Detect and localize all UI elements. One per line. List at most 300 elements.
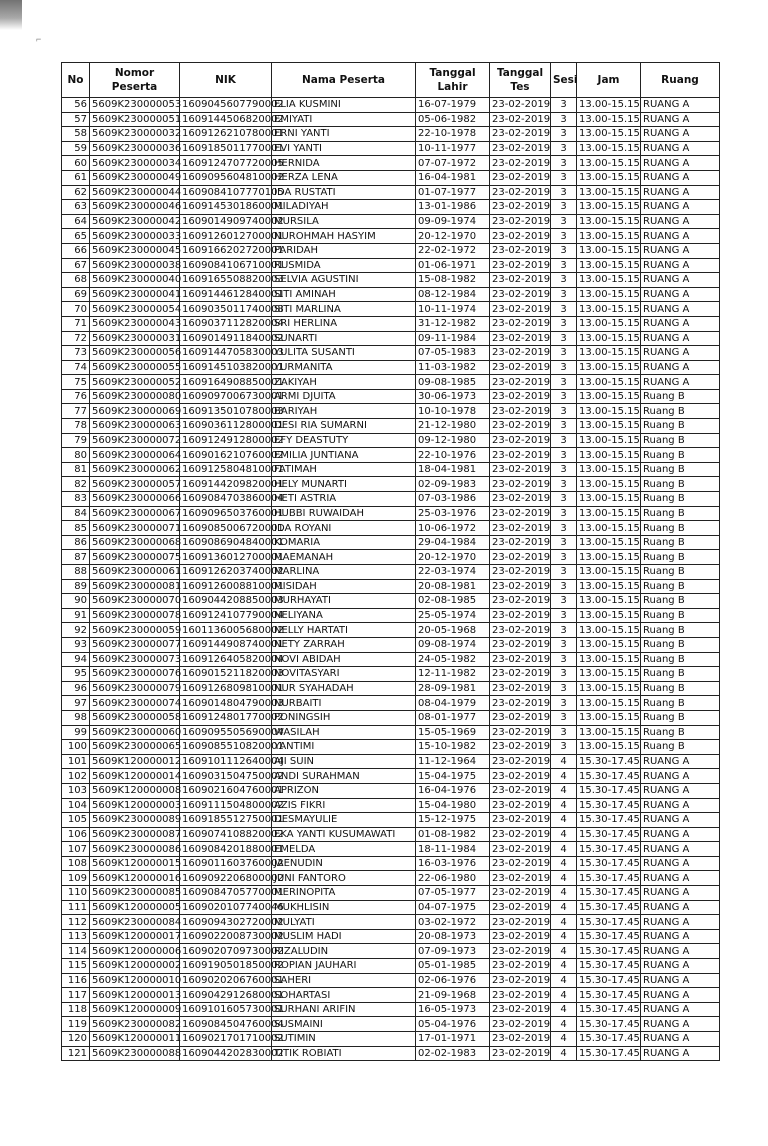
room-cell: RUANG A [641, 258, 720, 273]
table-row [62, 623, 720, 638]
room-cell: RUANG A [641, 929, 720, 944]
table-row [62, 316, 720, 331]
participant-number-cell: 5609K120000014 [90, 769, 180, 784]
participant-number-cell: 5609K230000068 [90, 535, 180, 550]
test-date-cell: 23-02-2019 [490, 346, 551, 361]
participant-number-cell: 5609K230000082 [90, 1017, 180, 1032]
participant-number-cell: 5609K230000061 [90, 565, 180, 580]
birth-date-cell: 22-10-1976 [416, 448, 490, 463]
row-number-cell: 116 [62, 973, 90, 988]
row-number-cell: 91 [62, 608, 90, 623]
test-date-cell: 23-02-2019 [490, 929, 551, 944]
table-row [62, 813, 720, 828]
row-number-cell: 84 [62, 506, 90, 521]
row-number-cell: 74 [62, 360, 90, 375]
row-number-cell: 64 [62, 214, 90, 229]
participant-number-cell: 5609K230000069 [90, 404, 180, 419]
test-date-cell: 23-02-2019 [490, 915, 551, 930]
nik-cell: 1609014911840002 [180, 331, 272, 346]
nik-cell: 1609021701710002 [180, 1032, 272, 1047]
session-cell: 3 [551, 608, 577, 623]
nik-cell: 1609144612840001 [180, 287, 272, 302]
participant-number-cell: 5609K120000009 [90, 1002, 180, 1017]
participant-number-cell: 5609K230000043 [90, 316, 180, 331]
test-date-cell: 23-02-2019 [490, 900, 551, 915]
row-number-cell: 103 [62, 783, 90, 798]
participant-number-cell: 5609K230000041 [90, 287, 180, 302]
time-cell: 13.00-15.15 [577, 243, 641, 258]
participant-number-cell: 5609K120000011 [90, 1032, 180, 1047]
nik-cell: 1609101112640004 [180, 754, 272, 769]
test-date-cell: 23-02-2019 [490, 127, 551, 142]
nik-cell: 1609124801770002 [180, 710, 272, 725]
col-header-ruang: Ruang [641, 63, 720, 98]
participant-name-cell: YURMANITA [272, 360, 416, 375]
nik-cell: 1609124707720005 [180, 156, 272, 171]
time-cell: 13.00-15.15 [577, 725, 641, 740]
nik-cell: 1609085006720001 [180, 521, 272, 536]
test-date-cell: 23-02-2019 [490, 506, 551, 521]
room-cell: RUANG A [641, 112, 720, 127]
table-row [62, 1046, 720, 1061]
row-number-cell: 119 [62, 1017, 90, 1032]
room-cell: RUANG A [641, 98, 720, 113]
birth-date-cell: 10-11-1977 [416, 141, 490, 156]
participant-name-cell: YANTIMI [272, 740, 416, 755]
nik-cell: 1609014804790003 [180, 696, 272, 711]
participant-number-cell: 5609K230000051 [90, 112, 180, 127]
participant-name-cell: JAENUDIN [272, 856, 416, 871]
session-cell: 4 [551, 783, 577, 798]
table-row [62, 1002, 720, 1017]
participant-number-cell: 5609K230000074 [90, 696, 180, 711]
test-date-cell: 23-02-2019 [490, 331, 551, 346]
table-row [62, 988, 720, 1003]
table-row [62, 287, 720, 302]
participant-name-cell: DESI RIA SUMARNI [272, 419, 416, 434]
room-cell: RUANG A [641, 842, 720, 857]
birth-date-cell: 10-06-1972 [416, 521, 490, 536]
nik-cell: 1609125804810001 [180, 462, 272, 477]
participant-number-cell: 5609K230000042 [90, 214, 180, 229]
birth-date-cell: 11-12-1964 [416, 754, 490, 769]
session-cell: 3 [551, 419, 577, 434]
time-cell: 13.00-15.15 [577, 696, 641, 711]
nik-cell: 1609145301860001 [180, 200, 272, 215]
participant-name-cell: ELIA KUSMINI [272, 98, 416, 113]
nik-cell: 1609016210760002 [180, 448, 272, 463]
table-row [62, 448, 720, 463]
participant-number-cell: 5609K230000052 [90, 375, 180, 390]
col-header-jam: Jam [577, 63, 641, 98]
birth-date-cell: 07-03-1986 [416, 492, 490, 507]
time-cell: 15.30-17.45 [577, 1002, 641, 1017]
table-row [62, 462, 720, 477]
participant-number-cell: 5609K230000046 [90, 200, 180, 215]
participant-name-cell: JUNI FANTORO [272, 871, 416, 886]
participant-name-cell: EMELDA [272, 842, 416, 857]
table-row [62, 170, 720, 185]
session-cell: 3 [551, 696, 577, 711]
time-cell: 13.00-15.15 [577, 287, 641, 302]
participant-number-cell: 5609K120000017 [90, 929, 180, 944]
time-cell: 13.00-15.15 [577, 740, 641, 755]
time-cell: 13.00-15.15 [577, 273, 641, 288]
room-cell: RUANG A [641, 1046, 720, 1061]
participant-name-cell: SUSMAINI [272, 1017, 416, 1032]
participant-name-cell: NOVI ABIDAH [272, 652, 416, 667]
row-number-cell: 94 [62, 652, 90, 667]
time-cell: 15.30-17.45 [577, 886, 641, 901]
test-date-cell: 23-02-2019 [490, 944, 551, 959]
participant-name-cell: NELLY HARTATI [272, 623, 416, 638]
participant-name-cell: HUBBI RUWAIDAH [272, 506, 416, 521]
session-cell: 4 [551, 900, 577, 915]
birth-date-cell: 21-09-1968 [416, 988, 490, 1003]
test-date-cell: 23-02-2019 [490, 273, 551, 288]
row-number-cell: 59 [62, 141, 90, 156]
participant-name-cell: MILADIYAH [272, 200, 416, 215]
table-row [62, 535, 720, 550]
table-row [62, 156, 720, 171]
room-cell: RUANG A [641, 871, 720, 886]
birth-date-cell: 31-12-1982 [416, 316, 490, 331]
room-cell: RUANG A [641, 185, 720, 200]
session-cell: 3 [551, 375, 577, 390]
row-number-cell: 65 [62, 229, 90, 244]
row-number-cell: 73 [62, 346, 90, 361]
birth-date-cell: 22-02-1972 [416, 243, 490, 258]
room-cell: RUANG A [641, 856, 720, 871]
participant-number-cell: 5609K230000049 [90, 170, 180, 185]
participant-number-cell: 5609K230000053 [90, 98, 180, 113]
room-cell: RUANG A [641, 346, 720, 361]
table-row [62, 521, 720, 536]
row-number-cell: 118 [62, 1002, 90, 1017]
nik-cell: 1609084703860004 [180, 492, 272, 507]
test-date-cell: 23-02-2019 [490, 258, 551, 273]
table-body [62, 98, 720, 1061]
participant-name-cell: TITIK ROBIATI [272, 1046, 416, 1061]
participant-name-cell: SITI MARLINA [272, 302, 416, 317]
test-date-cell: 23-02-2019 [490, 813, 551, 828]
table-row [62, 200, 720, 215]
room-cell: Ruang B [641, 433, 720, 448]
participant-number-cell: 5609K230000032 [90, 127, 180, 142]
time-cell: 15.30-17.45 [577, 959, 641, 974]
table-row [62, 331, 720, 346]
table-row [62, 477, 720, 492]
time-cell: 13.00-15.15 [577, 170, 641, 185]
room-cell: RUANG A [641, 900, 720, 915]
time-cell: 13.00-15.15 [577, 156, 641, 171]
room-cell: Ruang B [641, 462, 720, 477]
test-date-cell: 23-02-2019 [490, 141, 551, 156]
session-cell: 3 [551, 185, 577, 200]
session-cell: 4 [551, 929, 577, 944]
participant-number-cell: 5609K120000010 [90, 973, 180, 988]
test-date-cell: 23-02-2019 [490, 565, 551, 580]
room-cell: RUANG A [641, 141, 720, 156]
nik-cell: 1609085510820001 [180, 740, 272, 755]
nik-cell: 1609126210780001 [180, 127, 272, 142]
participant-name-cell: HETI ASTRIA [272, 492, 416, 507]
test-date-cell: 23-02-2019 [490, 521, 551, 536]
participant-number-cell: 5609K230000071 [90, 521, 180, 536]
birth-date-cell: 20-12-1970 [416, 550, 490, 565]
time-cell: 15.30-17.45 [577, 856, 641, 871]
nik-cell: 1609084106710001 [180, 258, 272, 273]
participant-number-cell: 5609K230000070 [90, 594, 180, 609]
table-row [62, 725, 720, 740]
session-cell: 3 [551, 156, 577, 171]
participant-number-cell: 5609K230000044 [90, 185, 180, 200]
col-header-nama-peserta: Nama Peserta [272, 63, 416, 98]
test-date-cell: 23-02-2019 [490, 375, 551, 390]
participant-name-cell: WASILAH [272, 725, 416, 740]
birth-date-cell: 02-08-1985 [416, 594, 490, 609]
session-cell: 3 [551, 521, 577, 536]
row-number-cell: 117 [62, 988, 90, 1003]
participant-name-cell: ROPIAN JAUHARI [272, 959, 416, 974]
session-cell: 4 [551, 1017, 577, 1032]
table-row [62, 214, 720, 229]
table-row [62, 637, 720, 652]
time-cell: 13.00-15.15 [577, 98, 641, 113]
nik-cell: 1609164908850001 [180, 375, 272, 390]
table-row [62, 258, 720, 273]
row-number-cell: 79 [62, 433, 90, 448]
table-row [62, 389, 720, 404]
nik-cell: 1609020709730002 [180, 944, 272, 959]
birth-date-cell: 12-11-1982 [416, 667, 490, 682]
room-cell: Ruang B [641, 506, 720, 521]
test-date-cell: 23-02-2019 [490, 156, 551, 171]
participant-name-cell: PONINGSIH [272, 710, 416, 725]
table-row [62, 798, 720, 813]
test-date-cell: 23-02-2019 [490, 243, 551, 258]
participant-name-cell: EMILIA JUNTIANA [272, 448, 416, 463]
session-cell: 3 [551, 243, 577, 258]
participant-number-cell: 5609K230000065 [90, 740, 180, 755]
birth-date-cell: 09-08-1985 [416, 375, 490, 390]
room-cell: Ruang B [641, 565, 720, 580]
room-cell: RUANG A [641, 302, 720, 317]
time-cell: 15.30-17.45 [577, 929, 641, 944]
room-cell: RUANG A [641, 944, 720, 959]
birth-date-cell: 30-06-1973 [416, 389, 490, 404]
row-number-cell: 120 [62, 1032, 90, 1047]
room-cell: RUANG A [641, 331, 720, 346]
nik-cell: 1609042912680001 [180, 988, 272, 1003]
nik-cell: 1609190501850002 [180, 959, 272, 974]
nik-cell: 1609094302720002 [180, 915, 272, 930]
test-date-cell: 23-02-2019 [490, 287, 551, 302]
birth-date-cell: 02-06-1976 [416, 973, 490, 988]
test-date-cell: 23-02-2019 [490, 170, 551, 185]
participant-name-cell: NETY ZARRAH [272, 637, 416, 652]
participant-name-cell: MARLINA [272, 565, 416, 580]
participant-name-cell: EMIYATI [272, 112, 416, 127]
test-date-cell: 23-02-2019 [490, 871, 551, 886]
test-date-cell: 23-02-2019 [490, 433, 551, 448]
time-cell: 13.00-15.15 [577, 419, 641, 434]
row-number-cell: 60 [62, 156, 90, 171]
nik-cell: 1609020107740046 [180, 900, 272, 915]
room-cell: RUANG A [641, 170, 720, 185]
table-row [62, 856, 720, 871]
participant-number-cell: 5609K230000034 [90, 156, 180, 171]
row-number-cell: 113 [62, 929, 90, 944]
test-date-cell: 23-02-2019 [490, 594, 551, 609]
table-row [62, 433, 720, 448]
nik-cell: 1609126008810001 [180, 579, 272, 594]
participant-number-cell: 5609K120000008 [90, 783, 180, 798]
nik-cell: 1609111504800002 [180, 798, 272, 813]
room-cell: RUANG A [641, 886, 720, 901]
birth-date-cell: 05-06-1982 [416, 112, 490, 127]
session-cell: 4 [551, 798, 577, 813]
participant-number-cell: 5609K230000075 [90, 550, 180, 565]
test-date-cell: 23-02-2019 [490, 579, 551, 594]
time-cell: 13.00-15.15 [577, 462, 641, 477]
participant-name-cell: NOVITASYARI [272, 667, 416, 682]
test-date-cell: 23-02-2019 [490, 1017, 551, 1032]
participant-number-cell: 5609K230000076 [90, 667, 180, 682]
participant-number-cell: 5609K230000057 [90, 477, 180, 492]
table-row [62, 302, 720, 317]
birth-date-cell: 15-04-1980 [416, 798, 490, 813]
room-cell: RUANG A [641, 988, 720, 1003]
birth-date-cell: 25-05-1974 [416, 608, 490, 623]
time-cell: 15.30-17.45 [577, 798, 641, 813]
row-number-cell: 67 [62, 258, 90, 273]
test-date-cell: 23-02-2019 [490, 886, 551, 901]
table-row [62, 112, 720, 127]
time-cell: 13.00-15.15 [577, 258, 641, 273]
participant-name-cell: ZAKIYAH [272, 375, 416, 390]
participant-number-cell: 5609K230000086 [90, 842, 180, 857]
table-row [62, 886, 720, 901]
test-date-cell: 23-02-2019 [490, 1002, 551, 1017]
session-cell: 3 [551, 404, 577, 419]
time-cell: 13.00-15.15 [577, 535, 641, 550]
col-header-no: No [62, 63, 90, 98]
birth-date-cell: 22-03-1974 [416, 565, 490, 580]
room-cell: RUANG A [641, 200, 720, 215]
session-cell: 3 [551, 316, 577, 331]
session-cell: 4 [551, 886, 577, 901]
time-cell: 13.00-15.15 [577, 404, 641, 419]
time-cell: 13.00-15.15 [577, 550, 641, 565]
nik-cell: 1609144705830003 [180, 346, 272, 361]
time-cell: 15.30-17.45 [577, 973, 641, 988]
session-cell: 3 [551, 200, 577, 215]
session-cell: 3 [551, 535, 577, 550]
room-cell: RUANG A [641, 769, 720, 784]
test-date-cell: 23-02-2019 [490, 214, 551, 229]
row-number-cell: 102 [62, 769, 90, 784]
table-row [62, 769, 720, 784]
table-row [62, 973, 720, 988]
session-cell: 3 [551, 477, 577, 492]
room-cell: RUANG A [641, 316, 720, 331]
nik-cell: 1609185512750001 [180, 813, 272, 828]
session-cell: 3 [551, 287, 577, 302]
time-cell: 13.00-15.15 [577, 331, 641, 346]
table-row [62, 360, 720, 375]
participant-number-cell: 5609K230000072 [90, 433, 180, 448]
row-number-cell: 61 [62, 170, 90, 185]
table-row [62, 652, 720, 667]
nik-cell: 1609144908740001 [180, 637, 272, 652]
row-number-cell: 90 [62, 594, 90, 609]
room-cell: Ruang B [641, 448, 720, 463]
table-row [62, 229, 720, 244]
test-date-cell: 23-02-2019 [490, 360, 551, 375]
birth-date-cell: 15-10-1982 [416, 740, 490, 755]
table-row [62, 594, 720, 609]
row-number-cell: 62 [62, 185, 90, 200]
birth-date-cell: 15-05-1969 [416, 725, 490, 740]
birth-date-cell: 15-04-1975 [416, 769, 490, 784]
row-number-cell: 107 [62, 842, 90, 857]
participant-name-cell: HERNIDA [272, 156, 416, 171]
col-header-sesi: Sesi [551, 63, 577, 98]
test-date-cell: 23-02-2019 [490, 681, 551, 696]
participant-number-cell: 5609K230000078 [90, 608, 180, 623]
nik-cell: 1609035011740008 [180, 302, 272, 317]
session-cell: 4 [551, 988, 577, 1003]
nik-cell: 1609145103820001 [180, 360, 272, 375]
test-date-cell: 23-02-2019 [490, 783, 551, 798]
birth-date-cell: 20-05-1968 [416, 623, 490, 638]
time-cell: 13.00-15.15 [577, 112, 641, 127]
participant-name-cell: AZIS FIKRI [272, 798, 416, 813]
birth-date-cell: 20-12-1970 [416, 229, 490, 244]
participant-name-cell: EVI YANTI [272, 141, 416, 156]
session-cell: 3 [551, 550, 577, 565]
table-row [62, 681, 720, 696]
room-cell: RUANG A [641, 273, 720, 288]
birth-date-cell: 28-09-1981 [416, 681, 490, 696]
participant-name-cell: SITI AMINAH [272, 287, 416, 302]
session-cell: 3 [551, 273, 577, 288]
birth-date-cell: 01-06-1971 [416, 258, 490, 273]
time-cell: 13.00-15.15 [577, 579, 641, 594]
nik-cell: 1609095604810002 [180, 170, 272, 185]
row-number-cell: 104 [62, 798, 90, 813]
table-row [62, 959, 720, 974]
session-cell: 4 [551, 1046, 577, 1061]
row-number-cell: 108 [62, 856, 90, 871]
table-row [62, 1017, 720, 1032]
time-cell: 15.30-17.45 [577, 1046, 641, 1061]
room-cell: RUANG A [641, 1032, 720, 1047]
room-cell: RUANG A [641, 229, 720, 244]
room-cell: RUANG A [641, 243, 720, 258]
participant-number-cell: 5609K230000059 [90, 623, 180, 638]
session-cell: 3 [551, 623, 577, 638]
row-number-cell: 99 [62, 725, 90, 740]
session-cell: 3 [551, 667, 577, 682]
time-cell: 13.00-15.15 [577, 127, 641, 142]
col-header-nomor-peserta: Nomor Peserta [90, 63, 180, 98]
nik-cell: 1609124912800002 [180, 433, 272, 448]
session-cell: 3 [551, 579, 577, 594]
nik-cell: 1609084504760004 [180, 1017, 272, 1032]
birth-date-cell: 17-01-1971 [416, 1032, 490, 1047]
